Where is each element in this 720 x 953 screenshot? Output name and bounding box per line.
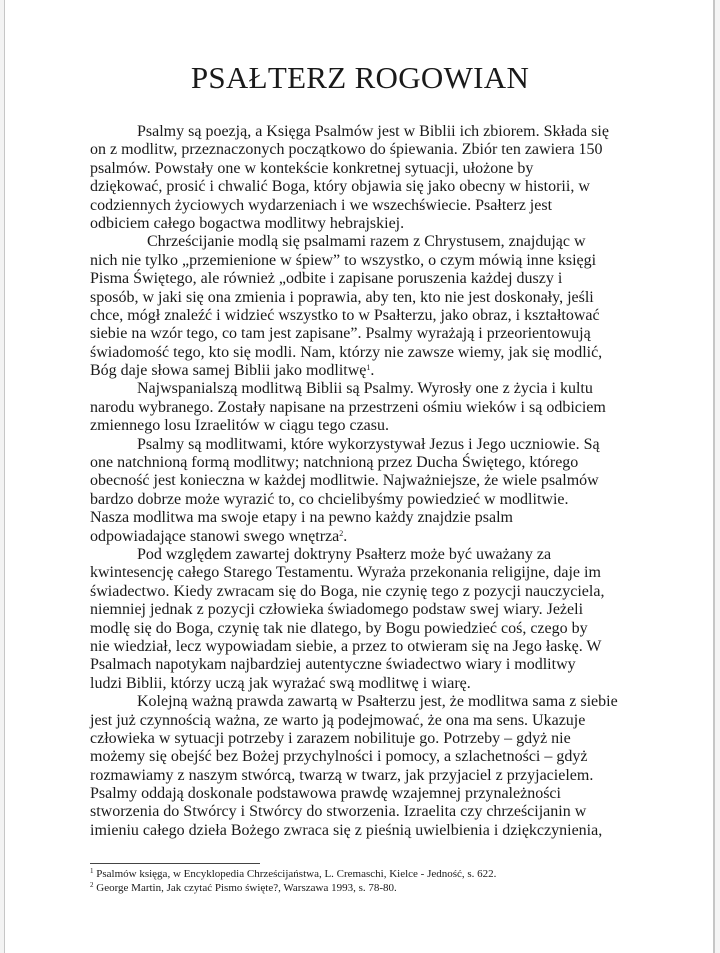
- paragraph: [90, 693, 635, 840]
- text-line: odbiciem całego bogactwa modlitwy hebrajskiej.: [90, 214, 405, 232]
- text-line: Chrześcijanie modlą się psalmami razem z Chrystusem, znajdując w: [147, 233, 586, 251]
- text-line: rozmawiamy z naszym stwórcą, twarzą w twarz, jak przyjaciel z przyjacielem.: [90, 766, 594, 784]
- text-line: kwintesencję całego Starego Testamentu. Wyraża przekonania religijne, daje im: [90, 564, 601, 582]
- text-line: stworzenia do Stwórcy i Stwórcy do stworzenia. Izraelita czy chrześcijanin w: [90, 803, 587, 821]
- text-line: Pisma Świętego, ale również „odbite i zapisane poruszenia każdej duszy i: [90, 270, 563, 288]
- footnote-separator: [90, 863, 260, 864]
- paragraph: [90, 546, 635, 693]
- text-line: Psalmy są modlitwami, które wykorzystywał Jezus i Jego uczniowie. Są: [137, 435, 600, 453]
- footnote-mark: 2: [90, 880, 94, 889]
- text-line: ludzi Biblii, którzy uczą jak wyrażać swą modlitwę i wiarę.: [90, 674, 471, 692]
- text-line: możemy się obejść bez Bożej przychylności i pomocy, a szlachetności – gdyż: [90, 748, 588, 766]
- text-line: nich nie tylko „przemienione w śpiew” to wszystko, o czym mówią inne księgi: [90, 251, 597, 269]
- right-scrollbar-edge[interactable]: [713, 0, 720, 953]
- text-line: Psalmy są poezją, a Księga Psalmów jest w Biblii ich zbiorem. Składa się: [137, 123, 609, 140]
- text-line: Psalmy oddają doskonale podstawowa prawdę wzajemnej przynależności: [90, 785, 561, 803]
- text-line: chce, mógł znaleźć i widzieć wszystko to w Psałterzu, jako obraz, i kształtować: [90, 306, 600, 324]
- footnote: [90, 882, 635, 896]
- paragraph: [90, 436, 635, 546]
- text-line: Nasza modlitwa ma swoje etapy i na pewno każdy znajdzie psalm: [90, 509, 513, 527]
- text-line: Psalmach napotykam najbardziej autentyczne świadectwo wiary i modlitwy: [90, 656, 576, 674]
- footnote-text: Psalmów księga, w Encyklopedia Chrześcijaństwa, L. Cremaschi, Kielce - Jedność, s. 622.: [93, 868, 497, 880]
- text-line: niemniej jednak z pozycji człowieka świadomego podstaw swej wiary. Jeżeli: [90, 601, 584, 619]
- text-line: nie wiedział, lecz wypowiadam siebie, a przez to otwieram się na Jego łaskę. W: [90, 637, 602, 655]
- paragraph: [90, 233, 635, 380]
- text-line: jest już czynnością ważna, ze warto ją podejmować, że ona ma sens. Ukazuje: [90, 711, 586, 729]
- paragraph: [90, 123, 635, 233]
- text-line: człowieka w sytuacji potrzeby i zarazem nobilituje go. Potrzeby – gdyż nie: [90, 729, 571, 747]
- text-line: sposób, w jaki się ona zmienia i poprawia, aby ten, kto nie jest doskonały, jeśli: [90, 288, 594, 306]
- text-line: Pod względem zawartej doktryny Psałterz może być uważany za: [137, 545, 552, 563]
- text-line: dziękować, prosić i chwalić Boga, który objawia się jako obecny w historii, w: [90, 178, 590, 196]
- text-line: one natchnioną formą modlitwy; natchnioną przez Ducha Świętego, którego: [90, 454, 579, 472]
- paragraph: [90, 380, 635, 435]
- footnotes: [90, 868, 635, 895]
- footnote: [90, 868, 635, 882]
- text-line: on z modlitw, przeznaczonych początkowo do śpiewania. Zbiór ten zawiera 150: [90, 141, 603, 159]
- text-line: świadomość tego, kto się modli. Nam, którzy nie zawsze wiemy, jak się modlić,: [90, 343, 603, 361]
- text-line: zmiennego losu Izraelitów w ciągu tego czasu.: [90, 417, 389, 435]
- text-line: modlę się do Boga, czynię tak nie dlatego, by Bogu powiedzieć coś, czego by: [90, 619, 588, 637]
- left-page-edge: [0, 0, 5, 953]
- document-title: PSAŁTERZ ROGOWIAN: [190, 60, 530, 95]
- footnote-reference[interactable]: 2: [339, 528, 344, 538]
- footnote-mark: 1: [90, 867, 94, 875]
- text-line-content: odpowiadające stanowi swego wnętrza: [90, 527, 340, 545]
- text-line: narodu wybranego. Zostały napisane na przestrzeni ośmiu wieków i są odbiciem: [90, 398, 606, 416]
- text-line: siebie na wzór tego, co tam jest zapisane”. Psalmy wyrażają i przeorientowują: [90, 325, 591, 343]
- text-line: obecność jest konieczna w każdej modlitwie. Najważniejsze, że wiele psalmów: [90, 472, 599, 490]
- footnote-text: George Martin, Jak czytać Pismo święte?, Warszawa 1993, s. 78-80.: [93, 881, 397, 894]
- text-line-content: Bóg daje słowa samej Biblii jako modlitwę: [90, 362, 367, 380]
- text-line: odpowiadające stanowi swego wnętrza$^2$.: [90, 527, 348, 545]
- text-line: świadectwo. Kiedy zwracam się do Boga, nie czynię tego z pozycji nauczyciela,: [90, 582, 605, 600]
- footnote-reference[interactable]: 1: [366, 363, 371, 373]
- text-line: imieniu całego dzieła Bożego zwraca się z pieśnią uwielbienia i dziękczynienia,: [90, 821, 603, 839]
- text-line: psalmów. Powstały one w kontekście konkretnej sytuacji, ułożone by: [90, 159, 534, 177]
- text-line: Kolejną ważną prawda zawartą w Psałterzu jest, że modlitwa sama z siebie: [137, 693, 618, 711]
- document-body: [90, 123, 635, 840]
- text-line: Bóg daje słowa samej Biblii jako modlitwę$^1$.: [90, 362, 375, 380]
- text-line: bardzo dobrze może wyrazić to, co chcielibyśmy powiedzieć w modlitwie.: [90, 490, 569, 508]
- text-line: codziennych życiowych wydarzeniach i we wszechświecie. Psałterz jest: [90, 196, 553, 214]
- text-line: Najwspanialszą modlitwą Biblii są Psalmy. Wyrosły one z życia i kultu: [137, 380, 593, 398]
